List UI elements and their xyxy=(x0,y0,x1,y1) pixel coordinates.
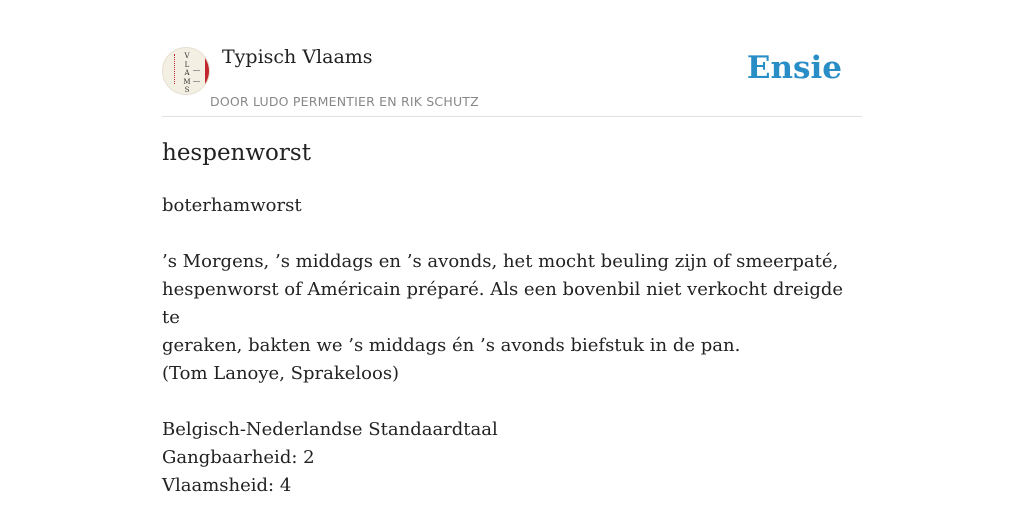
site-title[interactable]: Typisch Vlaams xyxy=(222,46,373,68)
quote-line: ’s Morgens, ’s middags en ’s avonds, het mocht beuling zijn of smeerpaté, xyxy=(162,251,839,272)
byline: DOOR LUDO PERMENTIER EN RIK SCHUTZ xyxy=(210,94,479,109)
spacer xyxy=(162,388,862,416)
gangbaarheid: Gangbaarheid: 2 xyxy=(162,447,315,468)
avatar-letter: L xyxy=(184,60,190,69)
avatar[interactable] xyxy=(162,47,210,95)
vlaamsheid: Vlaamsheid: 4 xyxy=(162,475,292,496)
avatar-letter: A xyxy=(184,69,190,77)
avatar-letters xyxy=(181,52,193,95)
quote-line: hespenworst of Américain préparé. Als een bovenbil niet verkocht dreigde te xyxy=(162,279,844,328)
entry-card xyxy=(162,0,862,512)
avatar-letter: M xyxy=(183,77,191,86)
avatar-text-lines xyxy=(193,70,200,82)
avatar-red-column xyxy=(174,54,178,84)
entry-body xyxy=(162,192,862,500)
header xyxy=(162,0,862,117)
language-label: Belgisch-Nederlandse Standaardtaal xyxy=(162,419,498,440)
avatar-letter: S xyxy=(184,86,190,94)
brand-logo[interactable]: Ensie xyxy=(746,50,842,86)
avatar-red-stripe xyxy=(205,58,209,84)
quote-source: (Tom Lanoye, Sprakeloos) xyxy=(162,363,400,384)
definition: boterhamworst xyxy=(162,195,302,216)
entry-title: hespenworst xyxy=(162,140,311,166)
avatar-letter: V xyxy=(184,52,190,60)
spacer xyxy=(162,220,862,248)
quote-line: geraken, bakten we ’s middags én ’s avonds biefstuk in de pan. xyxy=(162,335,741,356)
